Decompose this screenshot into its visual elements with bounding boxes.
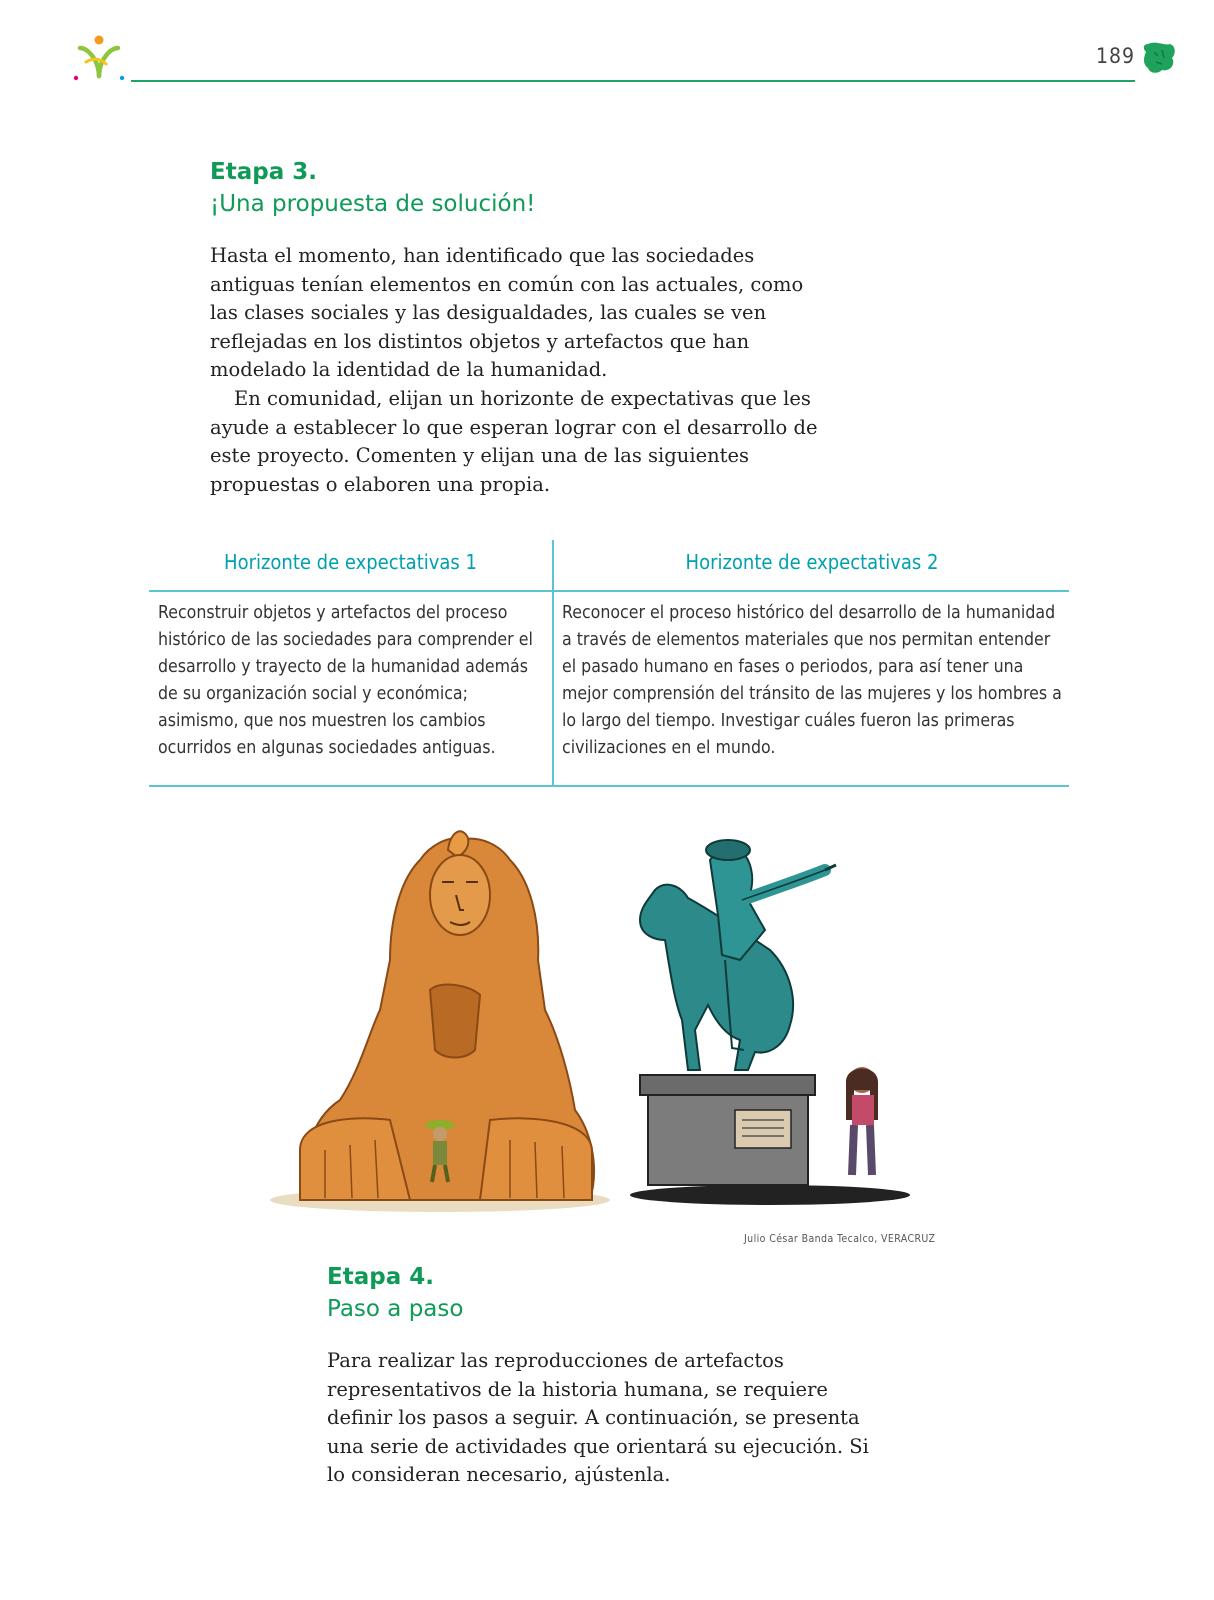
book-logo-icon [72, 32, 126, 86]
stage4-subtitle: Paso a paso [327, 1296, 464, 1322]
illustration-credit: Julio César Banda Tecalco, VERACRUZ [744, 1233, 936, 1245]
table-column-divider [552, 540, 554, 786]
stage4-body [327, 1347, 872, 1490]
stage3-paragraph: En comunidad, elijan un horizonte de expectativas que les ayude a establecer lo que esperan lograr con el desarrollo de este proyecto. Comenten y elijan una de las siguientes propuestas o elaboren una propia. [210, 386, 818, 496]
stage3-subtitle: ¡Una propuesta de solución! [210, 191, 536, 217]
stage4-heading [327, 1262, 463, 1326]
table-header-2: Horizonte de expectativas 2 [685, 550, 939, 574]
stage3-paragraph: Hasta el momento, han identificado que las sociedades antiguas tenían elementos en común con las actuales, como las clases sociales y las desigualdades, las cuales se ven reflejadas en los distintos objetos y artefactos que han modelado la identidad de la humanidad. [210, 244, 804, 382]
stage3-title: Etapa 3. [210, 159, 317, 185]
table-header-1: Horizonte de expectativas 1 [224, 550, 477, 574]
table-cell-1: Reconstruir objetos y artefactos del proceso histórico de las sociedades para comprender el desarrollo y trayecto de la humanidad además de su organización social y económica; asimismo, que nos muestren los cambios ocurridos en algunas sociedades antiguas. [158, 603, 533, 758]
page-number: 189 [1096, 44, 1136, 68]
stage3-heading [210, 157, 535, 221]
sphinx-and-statue-illustration [270, 820, 930, 1220]
stage4-paragraph: Para realizar las reproducciones de artefactos representativos de la historia humana, se requiere definir los pasos a seguir. A continuación, se presenta una serie de actividades que orientará su ejecución. Si lo consideran necesario, ajústenla. [327, 1349, 869, 1487]
table-bottom-rule [149, 785, 1069, 787]
corner-decoration-icon [1142, 40, 1178, 76]
stage4-title: Etapa 4. [327, 1264, 434, 1290]
expectations-table [149, 540, 1069, 786]
table-cell-2: Reconocer el proceso histórico del desarrollo de la humanidad a través de elementos materiales que nos permitan entender el pasado humano en fases o periodos, para así tener una mejor comprensión del tránsito de las mujeres y los hombres a lo largo del tiempo. Investigar cuáles fueron las primeras civilizaciones en el mundo. [562, 603, 1062, 758]
stage3-body [210, 242, 830, 499]
header-rule [131, 80, 1135, 82]
table-header-rule [149, 590, 1069, 592]
